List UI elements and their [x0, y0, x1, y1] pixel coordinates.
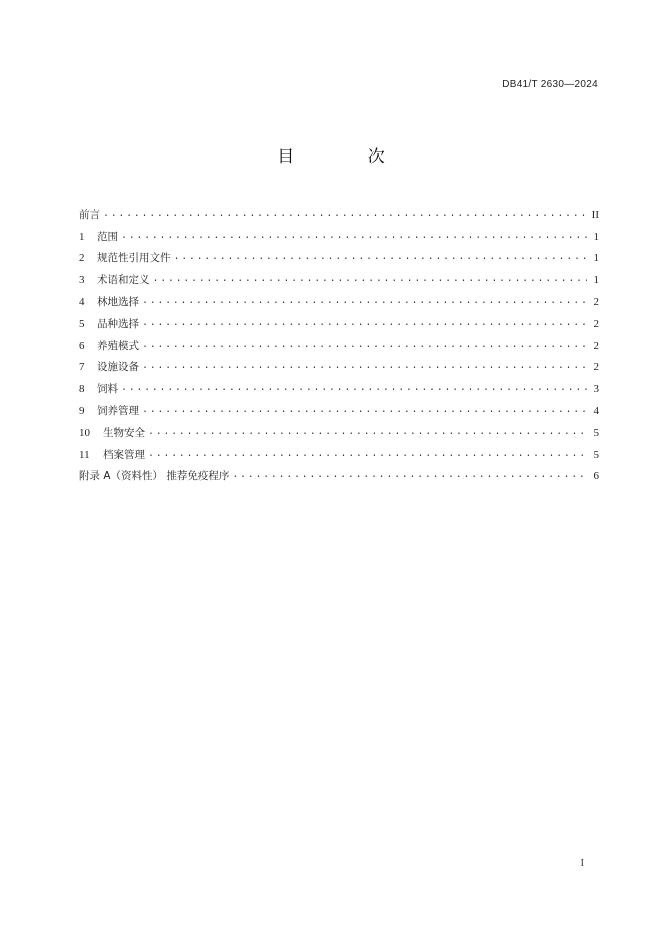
toc-leader-dots — [174, 251, 588, 265]
page-title: 目 次 — [277, 147, 419, 167]
toc-label — [79, 273, 150, 287]
toc-label — [79, 469, 229, 483]
toc-label — [79, 448, 145, 462]
toc-page-number: 2 — [593, 339, 599, 352]
toc-section-number: 8 — [79, 383, 85, 396]
toc-entry-title: 养殖模式 — [97, 339, 139, 352]
toc-entry-title: 前言 — [79, 208, 100, 221]
toc-section-number: 11 — [79, 448, 90, 461]
toc-entry-6[interactable] — [79, 331, 599, 353]
toc-page-number: 4 — [593, 404, 599, 417]
toc-entry-2[interactable] — [79, 244, 599, 266]
toc-entry-title: 术语和定义 — [97, 274, 150, 287]
toc-entry-4[interactable] — [79, 287, 599, 309]
toc-label — [79, 317, 139, 331]
toc-label — [79, 208, 100, 222]
toc-leader-dots — [103, 208, 587, 222]
toc-entry-10[interactable] — [79, 418, 599, 440]
toc-entry-3[interactable] — [79, 265, 599, 287]
toc-entry-title: 附录 A（资料性） 推荐免疫程序 — [79, 470, 230, 483]
toc-leader-dots — [232, 469, 587, 483]
toc-page-number: 1 — [593, 274, 599, 287]
toc-leader-dots — [142, 317, 587, 331]
toc-page-number: 2 — [593, 317, 599, 330]
toc-section-number: 6 — [79, 339, 85, 352]
toc-leader-dots — [148, 426, 587, 440]
toc-label — [79, 230, 118, 244]
page-number: I — [580, 858, 584, 869]
toc-page-number: 1 — [593, 252, 599, 265]
toc-entry-appendix-a[interactable] — [79, 462, 599, 484]
toc-leader-dots — [142, 404, 587, 418]
toc-label — [79, 251, 171, 265]
toc-label — [79, 339, 139, 353]
toc-page-number: 2 — [593, 295, 599, 308]
toc-page-number: 5 — [593, 426, 599, 439]
toc-entry-title: 规范性引用文件 — [97, 252, 171, 265]
toc-entry-9[interactable] — [79, 396, 599, 418]
toc-section-number: 7 — [79, 361, 85, 374]
toc-entry-1[interactable] — [79, 222, 599, 244]
toc-section-number: 3 — [79, 274, 85, 287]
toc-section-number: 1 — [79, 230, 85, 243]
toc-page-number: II — [591, 208, 599, 221]
toc-page-number: 6 — [593, 470, 599, 483]
document-code: DB41/T 2630—2024 — [502, 79, 598, 90]
toc-entry-title: 饲养管理 — [97, 404, 139, 417]
toc-entry-title: 档案管理 — [103, 448, 145, 461]
toc-label — [79, 295, 139, 309]
toc-section-number: 4 — [79, 295, 85, 308]
toc-entry-title: 范围 — [97, 230, 118, 243]
toc-leader-dots — [121, 230, 587, 244]
toc-entry-title: 饲料 — [97, 383, 118, 396]
toc-entry-title: 林地选择 — [97, 295, 139, 308]
toc-entry-foreword[interactable] — [79, 200, 599, 222]
table-of-contents — [79, 200, 599, 483]
toc-entry-8[interactable] — [79, 374, 599, 396]
toc-entry-5[interactable] — [79, 309, 599, 331]
toc-label — [79, 404, 139, 418]
toc-section-number: 2 — [79, 252, 85, 265]
toc-page-number: 2 — [593, 361, 599, 374]
toc-leader-dots — [148, 448, 587, 462]
toc-entry-title: 生物安全 — [103, 426, 145, 439]
toc-entry-11[interactable] — [79, 440, 599, 462]
toc-entry-title: 设施设备 — [97, 361, 139, 374]
toc-leader-dots — [142, 360, 587, 374]
toc-label — [79, 426, 145, 440]
toc-section-number: 9 — [79, 404, 85, 417]
toc-page-number: 5 — [593, 448, 599, 461]
toc-entry-7[interactable] — [79, 353, 599, 375]
toc-entry-title: 品种选择 — [97, 317, 139, 330]
toc-page-number: 1 — [593, 230, 599, 243]
toc-leader-dots — [121, 382, 587, 396]
toc-leader-dots — [142, 339, 587, 353]
toc-section-number: 10 — [79, 426, 90, 439]
toc-section-number: 5 — [79, 317, 85, 330]
toc-label — [79, 382, 118, 396]
toc-label — [79, 360, 139, 374]
toc-leader-dots — [142, 295, 587, 309]
toc-leader-dots — [153, 273, 588, 287]
toc-page-number: 3 — [593, 383, 599, 396]
